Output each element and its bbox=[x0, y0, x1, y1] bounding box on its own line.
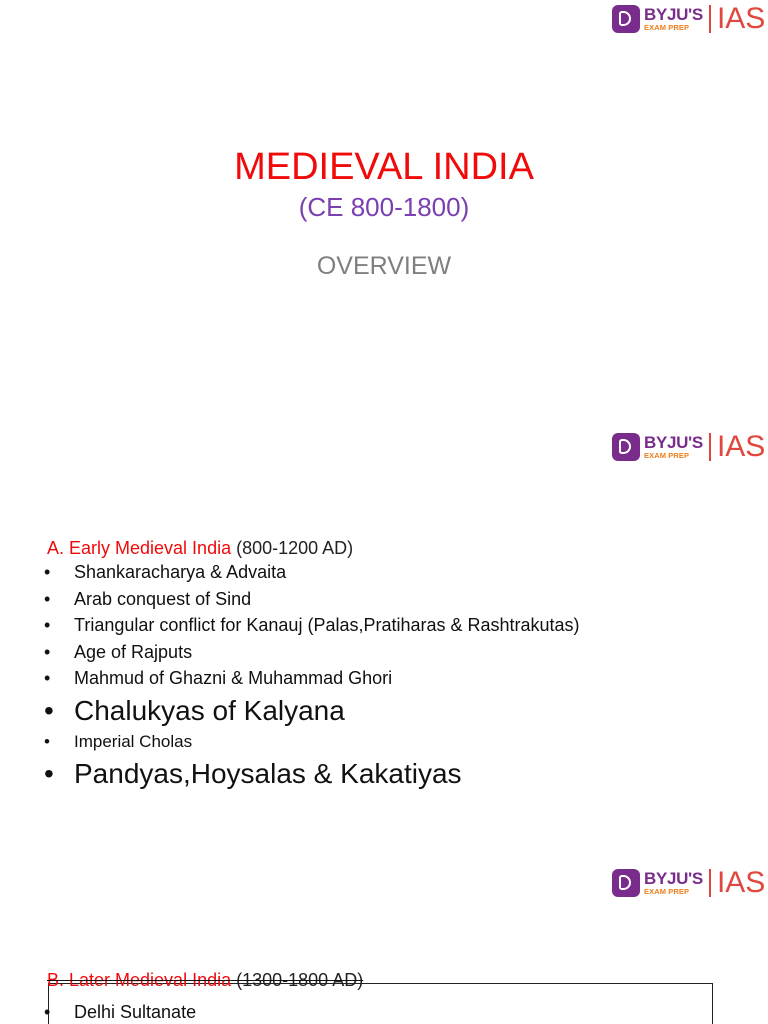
list-item: • Chalukyas of Kalyana bbox=[44, 694, 345, 726]
byjus-logo-icon bbox=[612, 433, 640, 461]
list-item: • Arab conquest of Sind bbox=[44, 588, 252, 609]
list-item: • Triangular conflict for Kanauj (Palas,Pratiharas & Rashtrakutas) bbox=[44, 615, 580, 635]
bullet-icon: • bbox=[44, 668, 51, 688]
page-subtitle: (CE 800-1800) bbox=[298, 192, 470, 222]
brand-name: BYJU'S bbox=[644, 5, 703, 25]
list-item: • Shankaracharya & Advaita bbox=[44, 562, 287, 582]
brand-tagline: EXAM PREP bbox=[644, 887, 690, 897]
brand-name: BYJU'S bbox=[644, 433, 703, 453]
brand-tagline: EXAM PREP bbox=[644, 23, 690, 33]
bullet-icon: • bbox=[44, 758, 54, 789]
section-heading-range: (1300-1800 AD) bbox=[231, 970, 364, 990]
early-medieval-list bbox=[44, 562, 744, 795]
byjus-ias-logo bbox=[612, 868, 765, 898]
list-item: • Imperial Cholas bbox=[44, 731, 193, 751]
section-heading-label: B. Later Medieval India bbox=[47, 970, 232, 990]
brand-name: BYJU'S bbox=[644, 869, 703, 889]
logo-divider bbox=[709, 869, 711, 897]
bullet-icon: • bbox=[44, 615, 51, 635]
brand-product: IAS bbox=[716, 430, 766, 463]
bullet-icon: • bbox=[44, 1002, 51, 1022]
byjus-logo-icon bbox=[612, 869, 640, 897]
section-heading-range: (800-1200 AD) bbox=[231, 538, 354, 558]
section-heading-label: A. Early Medieval India bbox=[47, 538, 232, 558]
logo-divider bbox=[709, 5, 711, 33]
overview-label: OVERVIEW bbox=[316, 252, 452, 280]
byjus-ias-logo bbox=[612, 4, 765, 34]
brand-product: IAS bbox=[716, 866, 766, 899]
logo-divider bbox=[709, 433, 711, 461]
bullet-icon: • bbox=[44, 694, 54, 726]
byjus-logo-icon bbox=[612, 5, 640, 33]
title-slide bbox=[0, 0, 768, 410]
list-item: • Age of Rajputs bbox=[44, 641, 193, 662]
brand-tagline: EXAM PREP bbox=[644, 451, 690, 461]
list-item: • Mahmud of Ghazni & Muhammad Ghori bbox=[44, 668, 393, 688]
early-medieval-slide bbox=[0, 410, 768, 830]
bullet-icon: • bbox=[44, 731, 50, 751]
later-medieval-slide bbox=[0, 830, 768, 1024]
list-item: • Pandyas,Hoysalas & Kakatiyas bbox=[44, 758, 462, 789]
section-heading-later bbox=[47, 970, 363, 991]
section-heading-early bbox=[47, 538, 353, 559]
brand-product: IAS bbox=[716, 2, 766, 35]
later-medieval-list bbox=[44, 1002, 744, 1024]
bullet-icon: • bbox=[44, 562, 51, 582]
bullet-icon: • bbox=[44, 641, 51, 662]
byjus-ias-logo bbox=[612, 432, 765, 462]
bullet-icon: • bbox=[44, 588, 51, 609]
page-title: MEDIEVAL INDIA bbox=[234, 146, 534, 188]
list-item: • Delhi Sultanate bbox=[44, 1002, 197, 1022]
